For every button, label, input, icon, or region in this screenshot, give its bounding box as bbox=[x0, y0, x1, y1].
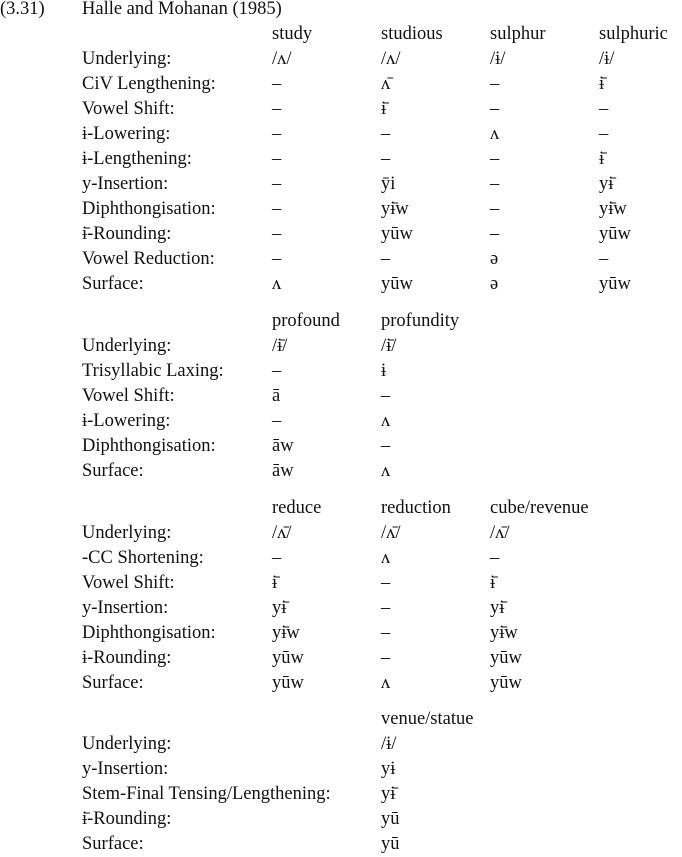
derivation-row bbox=[82, 72, 682, 97]
derivation-row bbox=[82, 621, 682, 646]
rule-label: -CC Shortening: bbox=[82, 548, 204, 568]
form-cell: yūw bbox=[381, 274, 413, 294]
rule-label: y-Insertion: bbox=[82, 759, 169, 779]
form-cell: yɨ̄w bbox=[490, 623, 518, 643]
form-cell: yūw bbox=[272, 673, 304, 693]
form-cell: – bbox=[599, 124, 609, 144]
form-cell: ɨ̄ bbox=[381, 99, 387, 119]
rule-label: ɨ-Lowering: bbox=[82, 124, 171, 144]
form-cell: – bbox=[490, 199, 500, 219]
derivation-row bbox=[82, 172, 682, 197]
derivation-row bbox=[82, 646, 682, 671]
derivation-row bbox=[82, 546, 682, 571]
rule-label: Diphthongisation: bbox=[82, 436, 216, 456]
derivation-row bbox=[82, 272, 682, 297]
column-header: cube/revenue bbox=[490, 498, 589, 518]
form-cell: – bbox=[381, 124, 391, 144]
block-header-row bbox=[82, 707, 682, 732]
rule-label: Vowel Shift: bbox=[82, 573, 175, 593]
rule-label: Underlying: bbox=[82, 49, 172, 69]
rule-label: Vowel Shift: bbox=[82, 99, 175, 119]
form-cell: ɨ̄ bbox=[599, 149, 605, 169]
form-cell: yū bbox=[381, 834, 400, 854]
rule-label: ɨ-Lowering: bbox=[82, 411, 171, 431]
form-cell: – bbox=[272, 548, 282, 568]
rule-label: ɨ-Rounding: bbox=[82, 648, 172, 668]
form-cell: yɨ̄ bbox=[272, 598, 287, 618]
form-cell: ʌ bbox=[381, 411, 391, 431]
derivation-row bbox=[82, 222, 682, 247]
derivation-block-4 bbox=[82, 707, 682, 857]
column-header: studious bbox=[381, 24, 443, 44]
form-cell: – bbox=[272, 199, 282, 219]
derivation-row bbox=[82, 434, 682, 459]
form-cell: yūw bbox=[381, 224, 413, 244]
form-cell: – bbox=[490, 174, 500, 194]
form-cell: ʌ bbox=[381, 673, 391, 693]
derivation-row bbox=[82, 732, 682, 757]
derivation-row bbox=[82, 334, 682, 359]
column-header: sulphuric bbox=[599, 24, 668, 44]
form-cell: ʌ bbox=[381, 548, 391, 568]
rule-label: Stem-Final Tensing/Lengthening: bbox=[82, 784, 331, 804]
form-cell: yūw bbox=[599, 274, 631, 294]
form-cell: – bbox=[381, 249, 391, 269]
form-cell: ʌ bbox=[272, 274, 282, 294]
derivation-row bbox=[82, 459, 682, 484]
form-cell: – bbox=[272, 149, 282, 169]
form-cell: yūw bbox=[490, 648, 522, 668]
column-header: profound bbox=[272, 311, 340, 331]
rule-label: Vowel Reduction: bbox=[82, 249, 215, 269]
rule-label: y-Insertion: bbox=[82, 598, 169, 618]
form-cell: ʌ bbox=[381, 461, 391, 481]
form-cell: yū bbox=[381, 809, 400, 829]
form-cell: – bbox=[381, 386, 391, 406]
form-cell: ʌ̄ bbox=[381, 74, 391, 94]
derivation-row bbox=[82, 671, 682, 696]
form-cell: – bbox=[272, 361, 282, 381]
form-cell: – bbox=[381, 436, 391, 456]
derivation-block-1 bbox=[82, 22, 682, 297]
rule-label: Underlying: bbox=[82, 336, 172, 356]
derivation-row bbox=[82, 409, 682, 434]
form-cell: – bbox=[490, 99, 500, 119]
form-cell: – bbox=[272, 249, 282, 269]
rule-label: ɨ̄-Rounding: bbox=[82, 809, 172, 829]
derivation-row bbox=[82, 359, 682, 384]
rule-label: ɨ-Lengthening: bbox=[82, 149, 192, 169]
form-cell: – bbox=[272, 74, 282, 94]
form-cell: /ʌ̄/ bbox=[490, 523, 510, 543]
form-cell: ɨ̄ bbox=[272, 573, 278, 593]
form-cell: ā bbox=[272, 386, 281, 406]
form-cell: /ɨ̄/ bbox=[272, 336, 288, 356]
rule-label: CiV Lengthening: bbox=[82, 74, 216, 94]
form-cell: ə bbox=[490, 274, 499, 294]
form-cell: ɨ̄ bbox=[490, 573, 496, 593]
form-cell: /ʌ̄/ bbox=[272, 523, 292, 543]
form-cell: – bbox=[381, 598, 391, 618]
derivation-block-2 bbox=[82, 309, 682, 484]
form-cell: – bbox=[272, 224, 282, 244]
example-number: (3.31) bbox=[0, 0, 45, 19]
form-cell: – bbox=[272, 124, 282, 144]
column-header: venue/statue bbox=[381, 709, 474, 729]
column-header: sulphur bbox=[490, 24, 546, 44]
block-header-row bbox=[82, 496, 682, 521]
form-cell: ɨ̄ bbox=[599, 74, 605, 94]
rule-label: Surface: bbox=[82, 274, 144, 294]
form-cell: yūw bbox=[490, 673, 522, 693]
rule-label: ɨ̄-Rounding: bbox=[82, 224, 172, 244]
form-cell: – bbox=[490, 74, 500, 94]
form-cell: /ʌ̄/ bbox=[381, 523, 401, 543]
form-cell: ȳi bbox=[381, 174, 396, 194]
block-header-row bbox=[82, 309, 682, 334]
derivation-row bbox=[82, 47, 682, 72]
form-cell: /ʌ/ bbox=[381, 49, 401, 69]
derivation-row bbox=[82, 571, 682, 596]
rule-label: Diphthongisation: bbox=[82, 199, 216, 219]
form-cell: – bbox=[490, 149, 500, 169]
derivation-row bbox=[82, 782, 682, 807]
form-cell: – bbox=[381, 648, 391, 668]
form-cell: – bbox=[490, 548, 500, 568]
derivation-row bbox=[82, 832, 682, 857]
form-cell: /ɨ̄/ bbox=[381, 336, 397, 356]
rule-label: y-Insertion: bbox=[82, 174, 169, 194]
form-cell: ɨ bbox=[381, 361, 387, 381]
form-cell: yɨ̄ bbox=[490, 598, 505, 618]
column-header: profundity bbox=[381, 311, 460, 331]
form-cell: – bbox=[599, 249, 609, 269]
form-cell: yɨ̄ bbox=[599, 174, 614, 194]
derivation-row bbox=[82, 596, 682, 621]
rule-label: Underlying: bbox=[82, 523, 172, 543]
example-title: Halle and Mohanan (1985) bbox=[82, 0, 282, 19]
form-cell: – bbox=[490, 224, 500, 244]
form-cell: – bbox=[272, 174, 282, 194]
derivation-row bbox=[82, 197, 682, 222]
form-cell: – bbox=[272, 411, 282, 431]
derivation-row bbox=[82, 757, 682, 782]
derivation-row bbox=[82, 147, 682, 172]
form-cell: /ɨ/ bbox=[490, 49, 506, 69]
rule-label: Surface: bbox=[82, 673, 144, 693]
form-cell: yūw bbox=[272, 648, 304, 668]
form-cell: āw bbox=[272, 461, 294, 481]
rule-label: Surface: bbox=[82, 834, 144, 854]
form-cell: ə bbox=[490, 249, 499, 269]
form-cell: /ʌ/ bbox=[272, 49, 292, 69]
column-header: study bbox=[272, 24, 313, 44]
form-cell: – bbox=[599, 99, 609, 119]
form-cell: yɨ bbox=[381, 759, 396, 779]
derivation-row bbox=[82, 122, 682, 147]
derivation-row bbox=[82, 247, 682, 272]
form-cell: ʌ bbox=[490, 124, 500, 144]
rule-label: Vowel Shift: bbox=[82, 386, 175, 406]
rule-label: Underlying: bbox=[82, 734, 172, 754]
form-cell: yɨ̄ bbox=[381, 784, 396, 804]
derivation-row bbox=[82, 807, 682, 832]
derivation-block-3 bbox=[82, 496, 682, 696]
column-header: reduction bbox=[381, 498, 451, 518]
derivation-row bbox=[82, 384, 682, 409]
form-cell: – bbox=[381, 149, 391, 169]
form-cell: /ɨ/ bbox=[599, 49, 615, 69]
column-header: reduce bbox=[272, 498, 322, 518]
rule-label: Trisyllabic Laxing: bbox=[82, 361, 224, 381]
form-cell: āw bbox=[272, 436, 294, 456]
rule-label: Surface: bbox=[82, 461, 144, 481]
form-cell: – bbox=[381, 623, 391, 643]
form-cell: yūw bbox=[599, 224, 631, 244]
form-cell: /ɨ/ bbox=[381, 734, 397, 754]
form-cell: yɨ̄w bbox=[272, 623, 300, 643]
block-header-row bbox=[82, 22, 682, 47]
rule-label: Diphthongisation: bbox=[82, 623, 216, 643]
form-cell: – bbox=[272, 99, 282, 119]
form-cell: yɨ̄w bbox=[599, 199, 627, 219]
form-cell: yɨ̄w bbox=[381, 199, 409, 219]
form-cell: – bbox=[381, 573, 391, 593]
derivation-row bbox=[82, 97, 682, 122]
derivation-row bbox=[82, 521, 682, 546]
